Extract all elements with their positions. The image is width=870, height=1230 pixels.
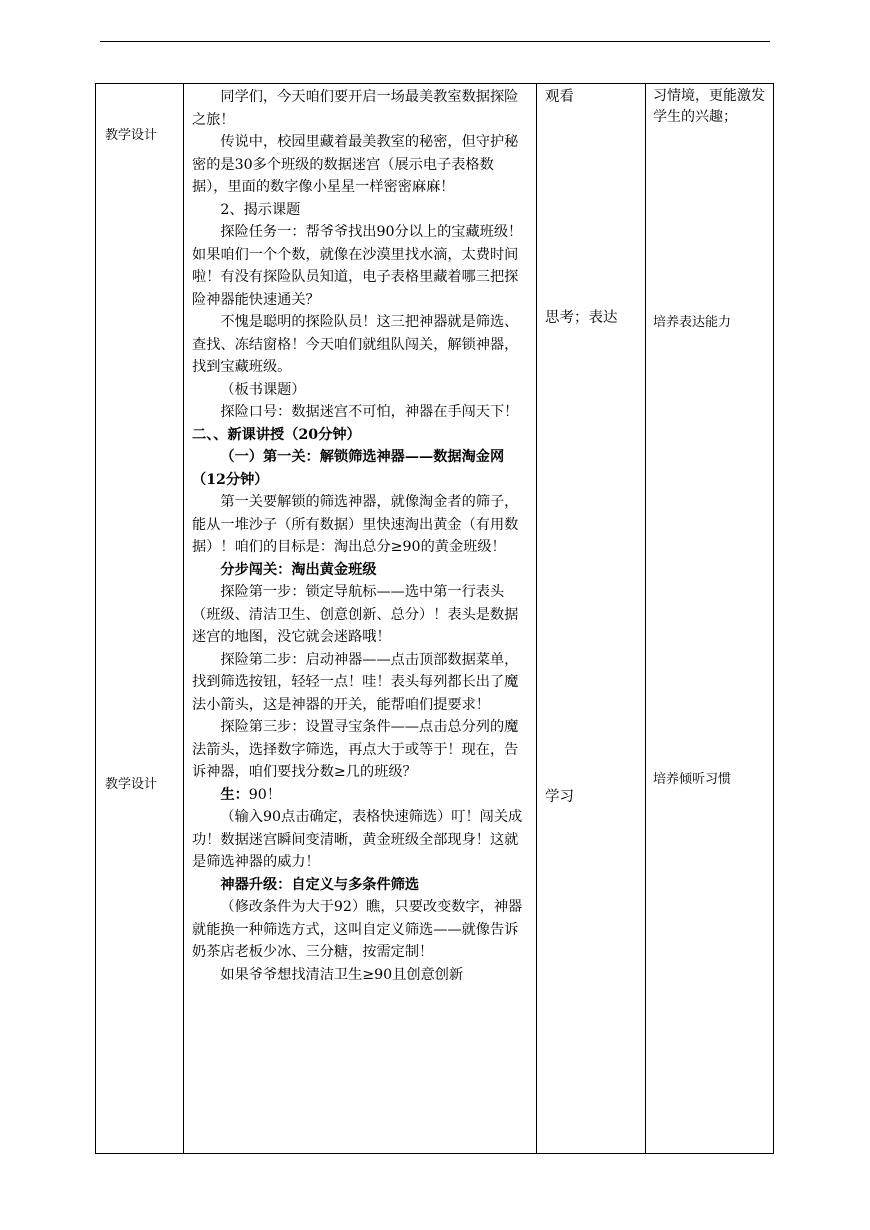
paragraph-text: （一）第一关：解锁筛选神器——数据淘金网（12分钟）: [192, 449, 505, 488]
design-intent-listening: 培养倾听习惯: [653, 772, 732, 787]
content-paragraph: [192, 559, 528, 582]
student-activity-learn: 学习: [545, 789, 574, 805]
content-paragraph: [192, 401, 528, 424]
content-paragraph: [192, 424, 528, 447]
content-paragraph: [192, 491, 528, 559]
content-paragraph: [192, 379, 528, 402]
paragraph-text: 第一关要解锁的筛选神器，就像淘金者的筛子，能从一堆沙子（所有数据）里快速淘出黄金（有用数据）！咱们的目标是：淘出总分≥90的黄金班级！: [192, 494, 519, 555]
paragraph-text: 90！: [248, 786, 282, 803]
column-divider: [645, 84, 646, 1153]
row-label-teaching-design: 教学设计: [105, 777, 158, 792]
content-paragraph: [192, 581, 528, 649]
paragraph-text: 探险第二步：启动神器——点击顶部数据菜单，找到筛选按钮，轻轻一点！哇！表头每列都长出了魔法小箭头，这是神器的开关，能帮咱们提要求！: [192, 651, 519, 713]
content-paragraph: [192, 86, 528, 131]
paragraph-text: 不愧是聪明的探险队员！这三把神器就是筛选、查找、冻结窗格！今天咱们就组队闯关，解锁神器，找到宝藏班级。: [192, 314, 519, 375]
paragraph-text: 同学们，今天咱们要开启一场最美教室数据探险之旅！: [192, 89, 519, 128]
design-intent-expression: 培养表达能力: [653, 315, 732, 330]
speaker-label: 生：: [220, 786, 249, 803]
paragraph-text: 探险任务一：帮爷爷找出90分以上的宝藏班级！如果咱们一个个数，就像在沙漠里找水滴，太费时间啦！有没有探险队员知道，电子表格里藏着哪三把探险神器能快速通关？: [192, 224, 523, 308]
content-paragraph: [192, 199, 528, 222]
content-paragraph: [192, 806, 528, 874]
content-paragraph: [192, 649, 528, 717]
paragraph-text: 神器升级：自定义与多条件筛选: [220, 876, 420, 893]
content-paragraph: [192, 221, 528, 311]
paragraph-text: 2、揭示课题: [220, 201, 301, 218]
paragraph-text: 传说中，校园里藏着最美教室的秘密，但守护秘密的是30多个班级的数据迷宫（展示电子表格数据），里面的数字像小星星一样密密麻麻！: [192, 134, 519, 195]
content-paragraph: [192, 784, 528, 807]
row-label-teaching-design: 教学设计: [105, 128, 158, 143]
teaching-content: [184, 84, 534, 986]
paragraph-text: 探险第三步：设置寻宝条件——点击总分列的魔法箭头，选择数字筛选，再点大于或等于！现在，告诉神器，咱们要找分数≥几的班级？: [192, 719, 519, 780]
paragraph-text: （板书课题）: [220, 381, 306, 398]
student-activity-think-express: 思考；表达: [545, 310, 618, 326]
content-paragraph: [192, 874, 528, 897]
paragraph-text: 如果爷爷想找清洁卫生≥90且创意创新: [220, 966, 464, 983]
paragraph-text: 探险口号：数据迷宫不可怕，神器在手闯天下！: [220, 404, 519, 420]
student-activity-watch: 观看: [545, 89, 574, 105]
content-paragraph: [192, 131, 528, 199]
paragraph-text: （输入90点击确定，表格快速筛选）叮！闯关成功！数据迷宫瞬间变清晰，黄金班级全部现身！这就是筛选神器的威力！: [192, 809, 523, 870]
content-paragraph: [192, 896, 528, 964]
content-paragraph: [192, 446, 528, 491]
column-divider: [536, 84, 537, 1153]
content-paragraph: [192, 716, 528, 784]
design-intent-interest: 习情境，更能激发学生的兴趣；: [653, 88, 765, 125]
paragraph-text: 二、、新课讲授（20分钟）: [192, 426, 361, 443]
paragraph-text: 分步闯关：淘出黄金班级: [220, 561, 377, 578]
paragraph-text: 探险第一步：锁定导航标——选中第一行表头（班级、清洁卫生、创意创新、总分）！表头是数据迷宫的地图，没它就会迷路哦！: [192, 584, 519, 645]
header-rule: [100, 41, 770, 42]
lesson-table: [95, 83, 774, 1154]
content-paragraph: [192, 964, 528, 987]
paragraph-text: （修改条件为大于92）瞧，只要改变数字，神器就能换一种筛选方式，这叫自定义筛选——就像告诉奶茶店老板少冰、三分糖，按需定制！: [192, 899, 523, 960]
content-paragraph: [192, 311, 528, 379]
